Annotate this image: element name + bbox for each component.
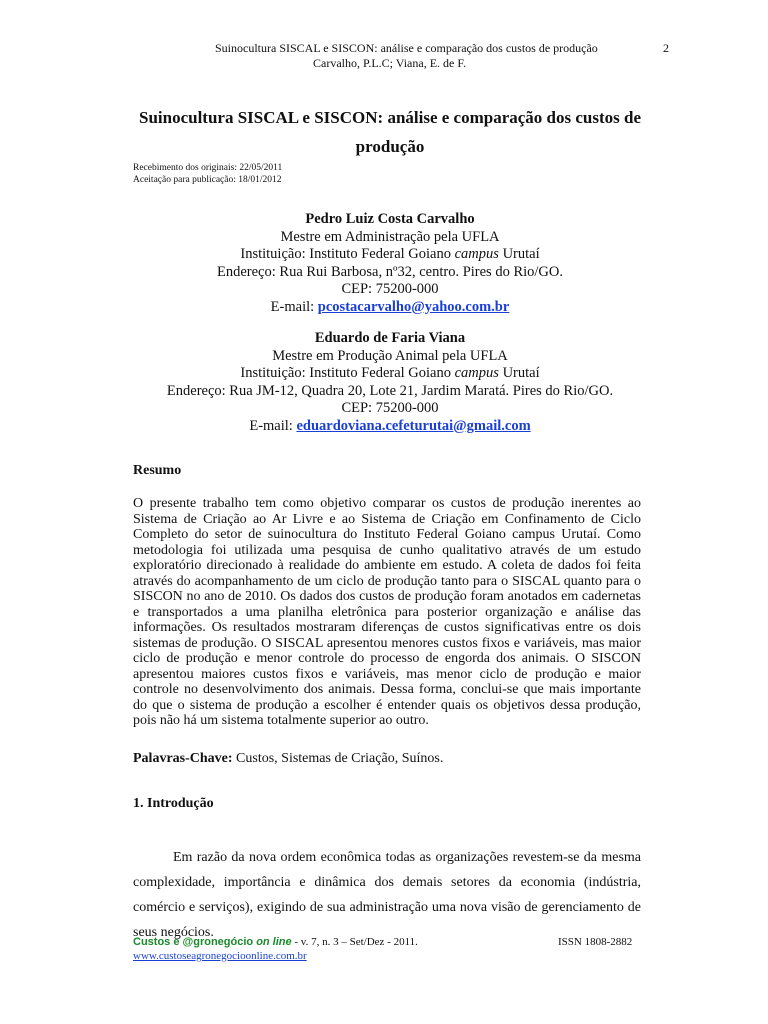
author-block-2 — [80, 330, 700, 435]
author-email-link[interactable]: eduardoviana.cefeturutai@gmail.com — [296, 417, 531, 434]
keywords-line — [133, 751, 443, 767]
accepted-date: Aceitação para publicação: 18/01/2012 — [133, 175, 282, 185]
running-header-title: Suinocultura SISCAL e SISCON: análise e comparação dos custos de produção — [215, 41, 598, 55]
page-number: 2 — [663, 41, 669, 55]
institution-suffix: Urutaí — [502, 365, 540, 381]
abstract-text: O presente trabalho tem como objetivo comparar os custos de produção inerentes ao Sistema de Criação ao Ar Livre e ao Sistema de Criação em Confinamento de Ciclo Completo do setor de suinocultura do Instituto Federal Goiano campus Urutaí. Como metodologia foi utilizada uma pesquisa de cunho qualitativo através de um estudo exploratório direcionado à realidade do ambiente em estudo. A coleta de dados foi feita através do acompanhamento de um ciclo de produção tanto para o SISCAL quanto para o SISCON no ano de 2010. Os dados dos custos de produção foram anotados em cadernetas e transportados a uma planilha eletrônica para posterior organização e análise das informações. Os resultados mostraram diferenças de custos significativas entre os dois sistemas de produção. O SISCAL apresentou menores custos fixos e variáveis, mas maior ciclo de produção e menor controle do processo de engorda dos animais. O SISCON apresentou maiores custos fixos e variáveis, mas menor ciclo de produção e maior controle no desenvolvimento dos animais. Dessa forma, conclui-se que mais importante do que o sistema de produção a escolher é entender quais os objetivos dessa produção, pois não há um sistema totalmente superior ao outro. — [133, 496, 641, 728]
author-cep: CEP: 75200-000 — [341, 400, 439, 416]
paper-title: Suinocultura SISCAL e SISCON: análise e comparação dos custos de produção — [138, 108, 642, 156]
institution-suffix: Urutaí — [502, 246, 540, 262]
section-heading-introduction: 1. Introdução — [133, 796, 214, 811]
keywords-label: Palavras-Chave: — [133, 751, 233, 766]
institution-campus: campus — [454, 246, 499, 262]
journal-issn: ISSN 1808-2882 — [558, 936, 633, 948]
brand-online: on line — [256, 936, 292, 948]
author-institution — [80, 246, 700, 264]
journal-brand — [133, 936, 292, 948]
author-name: Eduardo de Faria Viana — [314, 330, 466, 346]
author-email-line — [80, 299, 700, 317]
author-email-link[interactable]: pcostacarvalho@yahoo.com.br — [317, 298, 510, 315]
submission-dates — [133, 162, 282, 186]
institution-prefix: Instituição: Instituto Federal Goiano — [240, 365, 451, 381]
journal-citation: - v. 7, n. 3 – Set/Dez - 2011. — [294, 936, 418, 948]
email-label: E-mail: — [249, 417, 293, 434]
author-degree: Mestre em Administração pela UFLA — [280, 228, 500, 245]
email-label: E-mail: — [270, 298, 315, 315]
page-footer — [133, 935, 653, 963]
author-degree: Mestre em Produção Animal pela UFLA — [272, 347, 508, 364]
introduction-paragraph: Em razão da nova ordem econômica todas as organizações revestem-se da mesma complexidade, importância e dinâmica dos demais setores da economia (indústria, comércio e serviços), exigindo de sua administração uma nova visão de gerenciamento de seus negócios. — [133, 850, 641, 940]
institution-campus: campus — [454, 365, 499, 381]
journal-url-link[interactable]: www.custoseagronegocioonline.com.br — [133, 950, 307, 962]
author-name: Pedro Luiz Costa Carvalho — [305, 211, 475, 227]
author-address: Endereço: Rua JM-12, Quadra 20, Lote 21, Jardim Maratá. Pires do Rio/GO. — [166, 382, 614, 399]
author-email-line — [80, 418, 700, 436]
author-cep: CEP: 75200-000 — [341, 281, 439, 297]
author-institution — [80, 365, 700, 383]
author-block-1 — [80, 211, 700, 316]
brand-name: Custos e @gronegócio — [133, 936, 254, 948]
institution-prefix: Instituição: Instituto Federal Goiano — [240, 246, 451, 262]
keywords-text: Custos, Sistemas de Criação, Suínos. — [236, 751, 444, 766]
running-header-authors: Carvalho, P.L.C; Viana, E. de F. — [313, 56, 467, 70]
received-date: Recebimento dos originais: 22/05/2011 — [133, 163, 283, 173]
author-address: Endereço: Rua Rui Barbosa, nº32, centro. Pires do Rio/GO. — [217, 263, 563, 280]
abstract-heading: Resumo — [133, 463, 182, 478]
